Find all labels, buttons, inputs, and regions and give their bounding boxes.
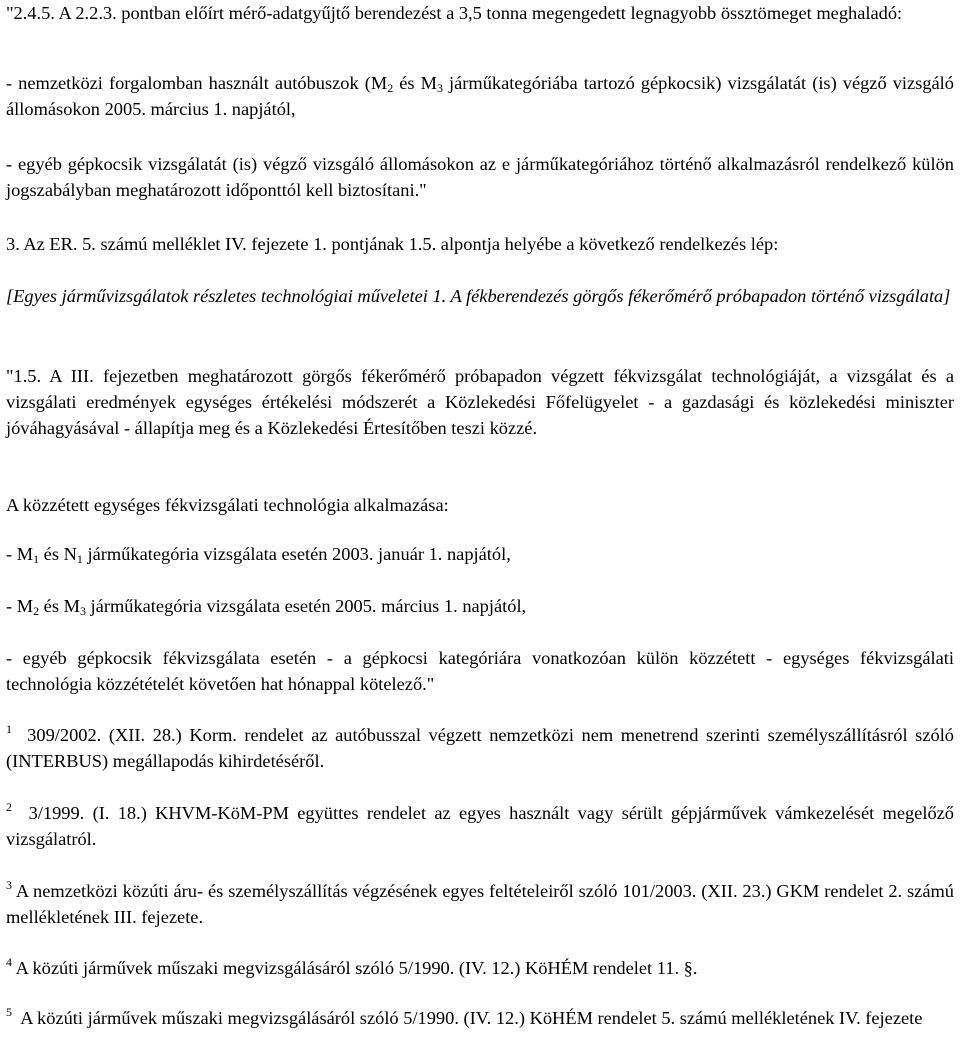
paragraph-1-5: [6, 363, 954, 441]
subscript-n1: 1: [76, 552, 83, 566]
paragraph-application-text: A közzétett egységes fékvizsgálati technológia alkalmazása:: [6, 495, 449, 515]
footnote-text: A nemzetközi közúti áru- és személyszállítás végzésének egyes feltételeiről szóló 101/2003. (XII. 23.) GKM rendelet 2. számú mellékletének III. fejezete.: [6, 881, 954, 927]
list-item-m2-m3-c: járműkategória vizsgálata esetén 2005. március 1. napjától,: [85, 596, 527, 616]
list-item-m1-n1-c: járműkategória vizsgálata esetén 2003. január 1. napjától,: [82, 544, 511, 564]
bracketed-heading: [6, 283, 954, 309]
list-item-m1-n1-a: - M: [6, 544, 34, 564]
bracketed-heading-text: [Egyes járművizsgálatok részletes technológiai műveletei 1. A fékberendezés görgős fékerőmérő próbapadon történő vizsgálata]: [6, 286, 951, 306]
footnote-4: $^4$ A közúti járművek műszaki megvizsgálásáról szóló 5/1990. (IV. 12.) KöHÉM rendelet 11. §.: [6, 955, 698, 978]
subscript-m3: 3: [436, 81, 443, 95]
paragraph-1-5-text: "1.5. A III. fejezetben meghatározott görgős fékerőmérő próbapadon végzett fékvizsgálat technológiáját, a vizsgálat és a vizsgálati eredmények egységes értékelési módszerét a Közlekedési Főfelügyelet - a gazdasági és közlekedési miniszter jóváhagyásával - állapítja meg és a Közlekedési Értesítőben teszi közzé.: [6, 366, 954, 438]
list-item-m2-m3-b: és M: [39, 596, 80, 616]
paragraph-application: [6, 492, 954, 518]
list-item-m2-m3: [6, 593, 954, 619]
list-item-m2-m3-a: - M: [6, 596, 34, 616]
subscript-m3-b: 3: [79, 604, 86, 618]
paragraph-other-brake-tests: [6, 645, 954, 697]
paragraph-section-3: [6, 231, 954, 257]
footnote-2: $^2$ 3/1999. (I. 18.) KHVM-KöM-PM együttes rendelet az egyes használt vagy sérült gépjárművek vámkezelését megelőző vizsgálatról.: [6, 800, 954, 849]
paragraph-section-3-text: 3. Az ER. 5. számú melléklet IV. fejezete 1. pontjának 1.5. alpontja helyébe a következő rendelkezés lép:: [6, 234, 779, 254]
paragraph-buses-text-c: járműkategóriába tartozó gépkocsik) vizsgálatát (is) végző vizsgáló állomásokon 2005. március 1. napjától,: [6, 73, 954, 119]
footnote-5: $^5$ A közúti járművek műszaki megvizsgálásáról szóló 5/1990. (IV. 12.) KöHÉM rendelet 5. számú mellékletének IV. fejezete: [6, 1005, 923, 1028]
footnote-1: $^1$ 309/2002. (XII. 28.) Korm. rendelet az autóbusszal végzett nemzetközi nem menetrend szerinti személyszállításról szóló (INTERBUS) megállapodás kihirdetéséről.: [6, 722, 954, 771]
subscript-m2-b: 2: [33, 604, 40, 618]
paragraph-2-4-5-text: "2.4.5. A 2.2.3. pontban előírt mérő-adatgyűjtő berendezést a 3,5 tonna megengedett legnagyobb össztömeget meghaladó:: [6, 3, 903, 23]
subscript-m2: 2: [387, 81, 394, 95]
footnote-text: 309/2002. (XII. 28.) Korm. rendelet az autóbusszal végzett nemzetközi nem menetrend szerinti személyszállításról szóló (INTERBUS) megállapodás kihirdetéséről.: [6, 725, 954, 771]
footnote-text: A közúti járművek műszaki megvizsgálásáról szóló 5/1990. (IV. 12.) KöHÉM rendelet 5. számú mellékletének IV. fejezete: [20, 1008, 923, 1028]
footnote-text: A közúti járművek műszaki megvizsgálásáról szóló 5/1990. (IV. 12.) KöHÉM rendelet 11. §.: [15, 958, 698, 978]
paragraph-2-4-5: [6, 0, 954, 26]
list-item-m1-n1: [6, 541, 954, 567]
paragraph-other-vehicles-text: - egyéb gépkocsik vizsgálatát (is) végző vizsgáló állomásokon az e járműkategóriához történő alkalmazásról rendelkező külön jogszabályban meghatározott időponttól kell biztosítani.": [6, 154, 954, 200]
paragraph-other-brake-tests-text: - egyéb gépkocsik fékvizsgálata esetén - a gépkocsi kategóriára vonatkozóan külön közzétett - egységes fékvizsgálati technológia közzétételét követően hat hónappal kötelező.": [6, 648, 954, 694]
footnote-3: $^3$ A nemzetközi közúti áru- és személyszállítás végzésének egyes feltételeiről szóló 101/2003. (XII. 23.) GKM rendelet 2. számú mellékletének III. fejezete.: [6, 878, 954, 927]
paragraph-buses: [6, 70, 954, 122]
footnote-text: 3/1999. (I. 18.) KHVM-KöM-PM együttes rendelet az egyes használt vagy sérült gépjárművek vámkezelését megelőző vizsgálatról.: [6, 803, 954, 849]
paragraph-other-vehicles: [6, 151, 954, 203]
paragraph-buses-text-a: - nemzetközi forgalomban használt autóbuszok (M: [6, 73, 388, 93]
subscript-m1: 1: [33, 552, 40, 566]
paragraph-buses-text-b: és M: [393, 73, 437, 93]
list-item-m1-n1-b: és N: [39, 544, 77, 564]
